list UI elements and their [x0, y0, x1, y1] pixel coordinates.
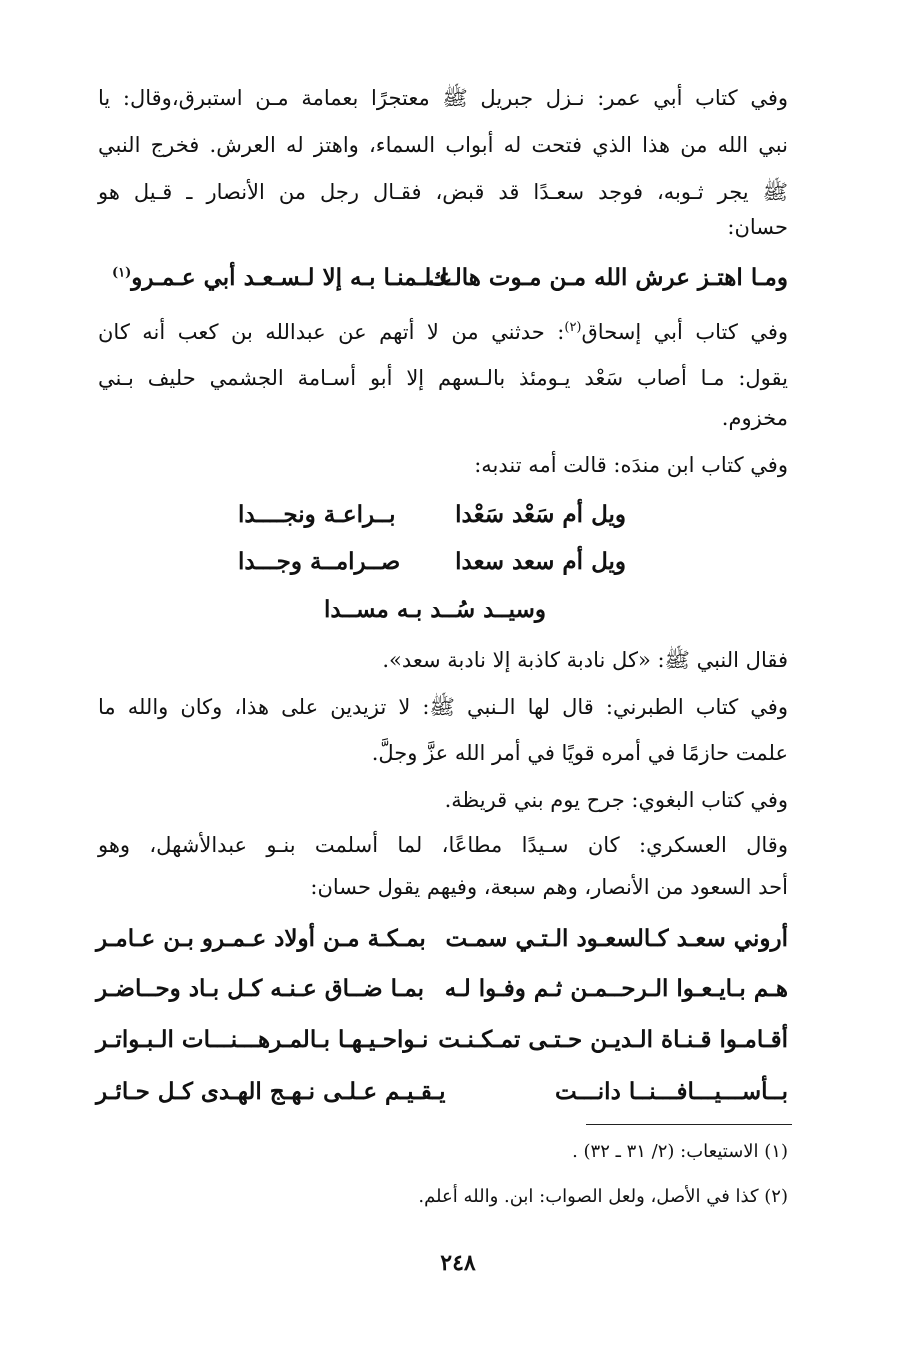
- elegy-second: بــراعـة ونجــــدا: [238, 501, 396, 528]
- verse-second-hemistich: [112, 266, 452, 289]
- body-line: وقال العسكري: كان سـيدًا مطاعًا، لما أسلمت بنـو عبدالأشهل، وهو: [98, 833, 788, 857]
- poem-first: أروني سعـد كـالسعـود الـتـي سمـت: [445, 925, 788, 952]
- footnote-ref: (٢): [564, 320, 582, 335]
- poem-first: بــأســـيـــافـــنــا دانـــت: [554, 1078, 788, 1105]
- body-line: فقال النبي ﷺ: «كل نادبة كاذبة إلا نادبة سعد».: [382, 648, 788, 672]
- footnote: (١) الاستيعاب: (٢/ ٣١ ـ ٣٢) .: [572, 1141, 788, 1162]
- body-line: وفي كتاب ابن مندَه: قالت أمه تندبه:: [474, 453, 788, 477]
- body-line: نبي الله من هذا الذي فتحت له أبواب السماء، واهتز له العرش. فخرج النبي: [98, 133, 788, 157]
- body-line: وفي كتاب أبي عمر: نـزل جبريل ﷺ معتجرًا بعمامة مـن استبرق،وقال: يا: [98, 86, 788, 110]
- poem-second: بمـكـة مـن أولاد عـمـرو بـن عـامـر: [96, 925, 426, 952]
- poem-first: هـم بـايـعـوا الـرحــمـن ثـم وفـوا لـه: [444, 975, 788, 1002]
- body-line: [98, 322, 788, 343]
- hemistich-text: عـلـمنـا بـه إلا لـسـعـد أبي عـمـرو: [131, 264, 453, 291]
- body-line: وفي كتاب الطبرني: قال لها الـنبي ﷺ: لا تزيدين على هذا، وكان والله ما: [98, 695, 788, 719]
- footnote-divider: [586, 1124, 792, 1125]
- poem-second: نـواحـيـهـا بـالمـرهـــنـــات الـبـواتـر: [96, 1026, 429, 1053]
- text-span: وفي كتاب أبي إسحاق: [581, 320, 789, 344]
- body-line: أحد السعود من الأنصار، وهم سبعة، وفيهم يقول حسان:: [310, 875, 788, 899]
- body-line: ﷺ يجر ثـوبه، فوجد سعـدًا قد قبض، فقـال رجل من الأنصار ـ قـيل هو: [98, 180, 788, 204]
- body-line: وفي كتاب البغوي: جرح يوم بني قريظة.: [444, 788, 788, 812]
- page-number: ٢٤٨: [440, 1250, 476, 1276]
- body-line: يقول: مـا أصاب سَعْد يـومئذ بالـسهم إلا أبو أسـامة الجشمي حليف بـني: [98, 366, 788, 390]
- elegy-last: وسيــد سُــد بـه مســدا: [324, 596, 546, 623]
- poem-first: أقـامـوا قـنـاة الـديـن حـتـى تمـكـنـت: [438, 1026, 788, 1053]
- footnote-ref: (١): [112, 265, 132, 281]
- poem-second: بمـا ضــاق عـنـه كـل بـاد وحــاضـر: [96, 975, 425, 1002]
- body-line: علمت حازمًا في أمره قويًا في أمر الله عزَّ وجلَّ.: [371, 741, 788, 765]
- poem-second: يـقـيـم عـلـى نـهـج الهـدى كـل حـائـر: [96, 1078, 446, 1105]
- body-line: مخزوم.: [721, 406, 788, 430]
- body-line: حسان:: [727, 215, 788, 239]
- verse-first-hemistich: ومـا اهتـز عرش الله مـن مـوت هالـك: [428, 264, 788, 291]
- elegy-first: ويل أم سَعْد سَعْدا: [455, 501, 626, 528]
- elegy-second: صــرامــة وجـــدا: [238, 548, 401, 575]
- text-span: : حدثني من لا أتهم عن عبدالله بن كعب أنه كان: [98, 320, 565, 344]
- elegy-first: ويل أم سعد سعدا: [455, 548, 626, 575]
- footnote: (٢) كذا في الأصل، ولعل الصواب: ابن. والله أعلم.: [418, 1186, 788, 1207]
